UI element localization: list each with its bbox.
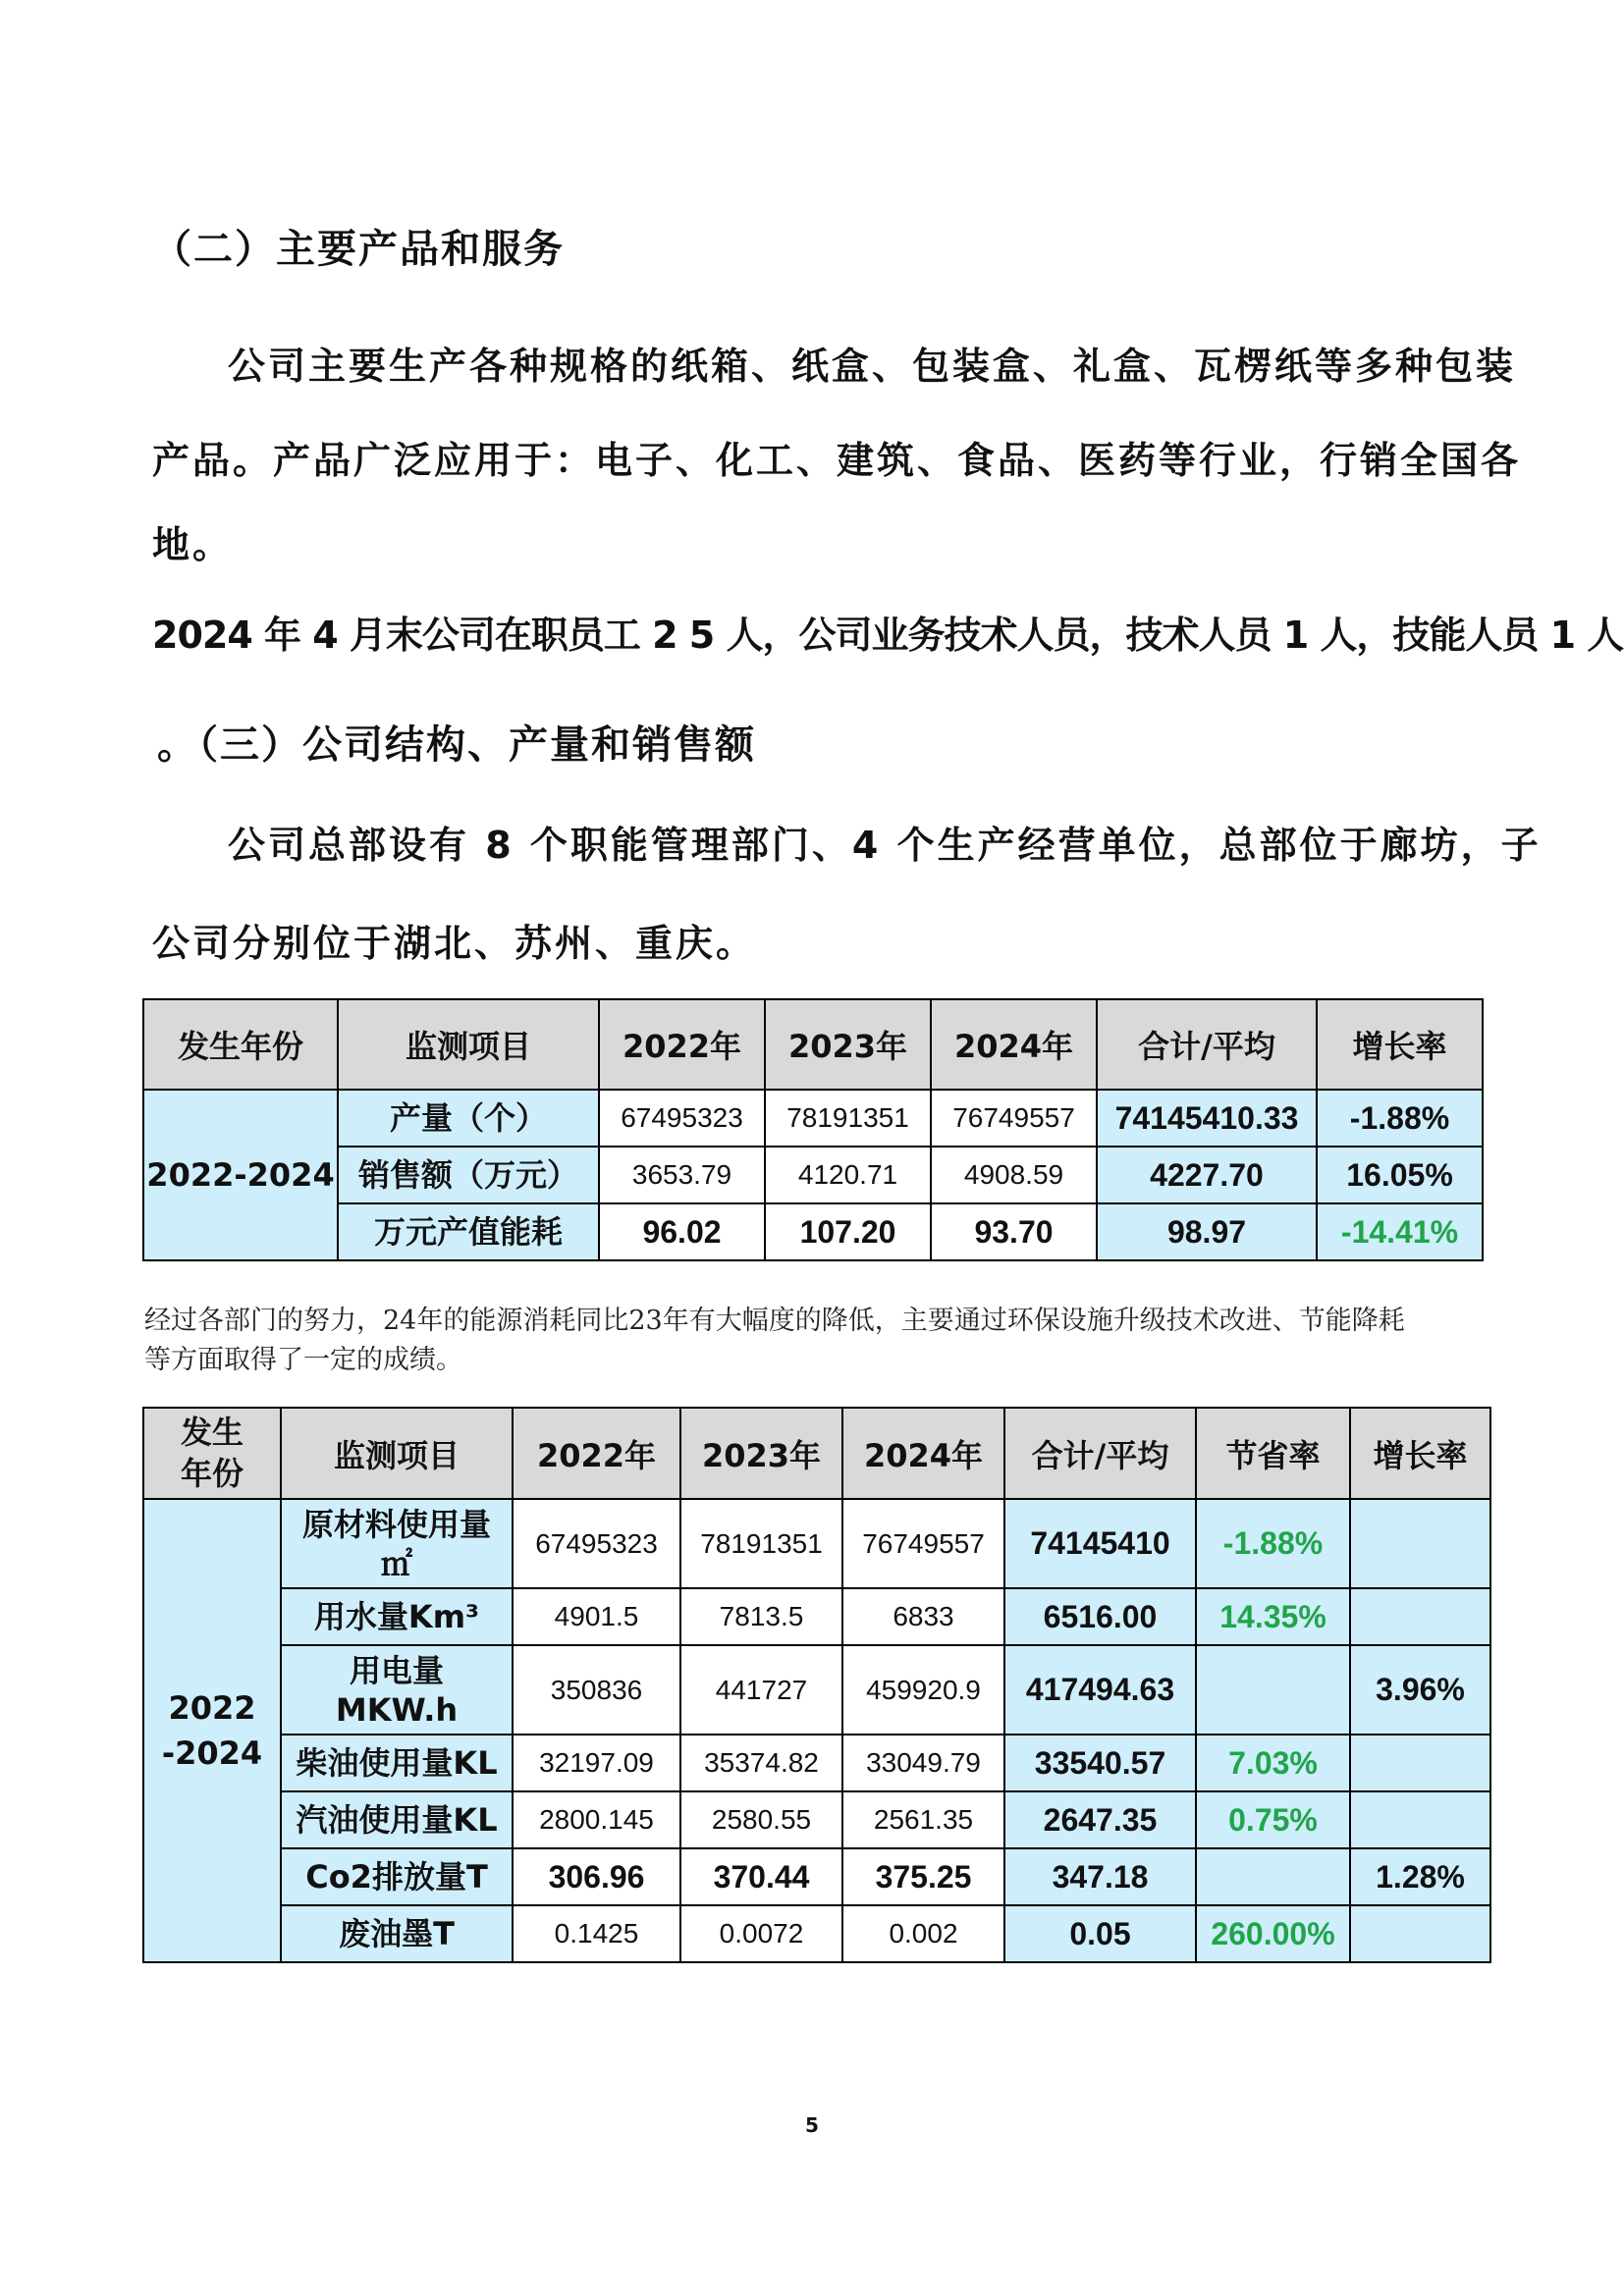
value-2023: 35374.82 — [680, 1735, 842, 1791]
item-label-line2: ㎡ — [380, 1544, 412, 1582]
item-label: Co2排放量T — [281, 1848, 513, 1905]
section3-heading: 。（三）公司结构、产量和销售额 — [157, 722, 756, 768]
section2-para1-line1: 公司主要生产各种规格的纸箱、纸盒、包装盒、礼盒、瓦楞纸等多种包装 — [228, 345, 1517, 388]
value-saving: -1.88% — [1196, 1499, 1350, 1588]
value-total: 74145410 — [1004, 1499, 1196, 1588]
value-total: 4227.70 — [1097, 1147, 1317, 1203]
value-2024: 4908.59 — [931, 1147, 1097, 1203]
value-2022: 67495323 — [599, 1090, 765, 1147]
header-2022: 2022年 — [599, 999, 765, 1090]
table-row — [143, 1203, 1483, 1260]
table-row — [143, 1147, 1483, 1203]
value-saving — [1196, 1848, 1350, 1905]
header-2024: 2024年 — [842, 1408, 1004, 1499]
section2-heading: （二）主要产品和服务 — [152, 227, 565, 272]
value-2023: 7813.5 — [680, 1588, 842, 1645]
value-total: 347.18 — [1004, 1848, 1196, 1905]
table-row — [143, 1735, 1490, 1791]
table-row — [143, 1791, 1490, 1848]
header-growth: 增长率 — [1350, 1408, 1490, 1499]
period-cell — [143, 1499, 281, 1962]
value-2023: 78191351 — [680, 1499, 842, 1588]
section2-para1-line2: 产品。产品广泛应用于：电子、化工、建筑、食品、医药等行业，行销全国各 — [152, 439, 1522, 482]
value-growth: -14.41% — [1317, 1203, 1483, 1260]
value-2023: 441727 — [680, 1645, 842, 1735]
value-2022: 2800.145 — [513, 1791, 680, 1848]
item-label — [281, 1645, 513, 1735]
value-2024: 0.002 — [842, 1905, 1004, 1962]
value-growth: -1.88% — [1317, 1090, 1483, 1147]
value-2024: 375.25 — [842, 1848, 1004, 1905]
header-2023: 2023年 — [765, 999, 931, 1090]
item-label: 废油墨T — [281, 1905, 513, 1962]
note-line2: 等方面取得了一定的成绩。 — [144, 1345, 462, 1375]
energy-consumption-table — [142, 1407, 1491, 1963]
value-total: 6516.00 — [1004, 1588, 1196, 1645]
header-total: 合计/平均 — [1004, 1408, 1196, 1499]
item-label-line1: 用电量 — [349, 1651, 444, 1689]
value-total: 98.97 — [1097, 1203, 1317, 1260]
header-item: 监测项目 — [281, 1408, 513, 1499]
page-number: 5 — [805, 2113, 819, 2137]
value-2022: 3653.79 — [599, 1147, 765, 1203]
header-2022: 2022年 — [513, 1408, 680, 1499]
table-row — [143, 1905, 1490, 1962]
header-growth: 增长率 — [1317, 999, 1483, 1090]
value-2022: 4901.5 — [513, 1588, 680, 1645]
item-label: 用水量Km³ — [281, 1588, 513, 1645]
value-2023: 2580.55 — [680, 1791, 842, 1848]
value-2024: 76749557 — [842, 1499, 1004, 1588]
value-growth: 16.05% — [1317, 1147, 1483, 1203]
value-2022: 350836 — [513, 1645, 680, 1735]
value-2024: 93.70 — [931, 1203, 1097, 1260]
value-total: 417494.63 — [1004, 1645, 1196, 1735]
value-total: 33540.57 — [1004, 1735, 1196, 1791]
value-2022: 67495323 — [513, 1499, 680, 1588]
item-label: 销售额（万元） — [338, 1147, 599, 1203]
item-label: 万元产值能耗 — [338, 1203, 599, 1260]
value-total: 74145410.33 — [1097, 1090, 1317, 1147]
value-2023: 0.0072 — [680, 1905, 842, 1962]
value-2023: 78191351 — [765, 1090, 931, 1147]
value-growth: 3.96% — [1350, 1645, 1490, 1735]
production-sales-table — [142, 998, 1484, 1261]
value-total: 0.05 — [1004, 1905, 1196, 1962]
value-saving — [1196, 1645, 1350, 1735]
value-saving: 14.35% — [1196, 1588, 1350, 1645]
item-label: 汽油使用量KL — [281, 1791, 513, 1848]
value-growth: 1.28% — [1350, 1848, 1490, 1905]
header-total: 合计/平均 — [1097, 999, 1317, 1090]
table-row — [143, 1588, 1490, 1645]
header-2024: 2024年 — [931, 999, 1097, 1090]
header-period — [143, 1408, 281, 1499]
header-period-line1: 发生 — [180, 1413, 244, 1451]
section3-para-line2: 公司分别位于湖北、苏州、重庆。 — [152, 922, 757, 965]
value-2023: 370.44 — [680, 1848, 842, 1905]
table-row — [143, 1499, 1490, 1588]
value-2022: 96.02 — [599, 1203, 765, 1260]
header-saving: 节省率 — [1196, 1408, 1350, 1499]
value-2024: 33049.79 — [842, 1735, 1004, 1791]
table-row — [143, 1645, 1490, 1735]
value-growth — [1350, 1588, 1490, 1645]
value-growth — [1350, 1735, 1490, 1791]
item-label: 柴油使用量KL — [281, 1735, 513, 1791]
period-cell: 2022-2024 — [143, 1090, 338, 1260]
table-row — [143, 1090, 1483, 1147]
table-row — [143, 1848, 1490, 1905]
value-2022: 0.1425 — [513, 1905, 680, 1962]
header-2023: 2023年 — [680, 1408, 842, 1499]
value-growth — [1350, 1905, 1490, 1962]
value-saving: 260.00% — [1196, 1905, 1350, 1962]
section2-para2: 2024 年 4 月末公司在职员工 2 5 人，公司业务技术人员，技术人员 1 人，技能人员 1 人 — [152, 614, 1624, 657]
value-total: 2647.35 — [1004, 1791, 1196, 1848]
value-growth — [1350, 1499, 1490, 1588]
value-2023: 4120.71 — [765, 1147, 931, 1203]
value-2022: 306.96 — [513, 1848, 680, 1905]
section3-para-line1: 公司总部设有 8 个职能管理部门、4 个生产经营单位，总部位于廊坊，子 — [228, 824, 1542, 867]
value-2024: 76749557 — [931, 1090, 1097, 1147]
note-line1: 经过各部门的努力，24年的能源消耗同比23年有大幅度的降低，主要通过环保设施升级技术改进、节能降耗 — [144, 1306, 1405, 1336]
section2-para1-line3: 地。 — [152, 523, 234, 566]
item-label-line2: MKW.h — [335, 1690, 459, 1729]
value-growth — [1350, 1791, 1490, 1848]
header-period: 发生年份 — [143, 999, 338, 1090]
header-period-line2: 年份 — [180, 1454, 244, 1492]
item-label — [281, 1499, 513, 1588]
period-line2: -2024 — [161, 1735, 263, 1772]
value-saving: 0.75% — [1196, 1791, 1350, 1848]
item-label: 产量（个） — [338, 1090, 599, 1147]
value-2023: 107.20 — [765, 1203, 931, 1260]
item-label-line1: 原材料使用量 — [301, 1505, 491, 1543]
value-2024: 6833 — [842, 1588, 1004, 1645]
value-2024: 2561.35 — [842, 1791, 1004, 1848]
header-item: 监测项目 — [338, 999, 599, 1090]
value-2022: 32197.09 — [513, 1735, 680, 1791]
period-line1: 2022 — [168, 1688, 256, 1727]
value-2024: 459920.9 — [842, 1645, 1004, 1735]
value-saving: 7.03% — [1196, 1735, 1350, 1791]
